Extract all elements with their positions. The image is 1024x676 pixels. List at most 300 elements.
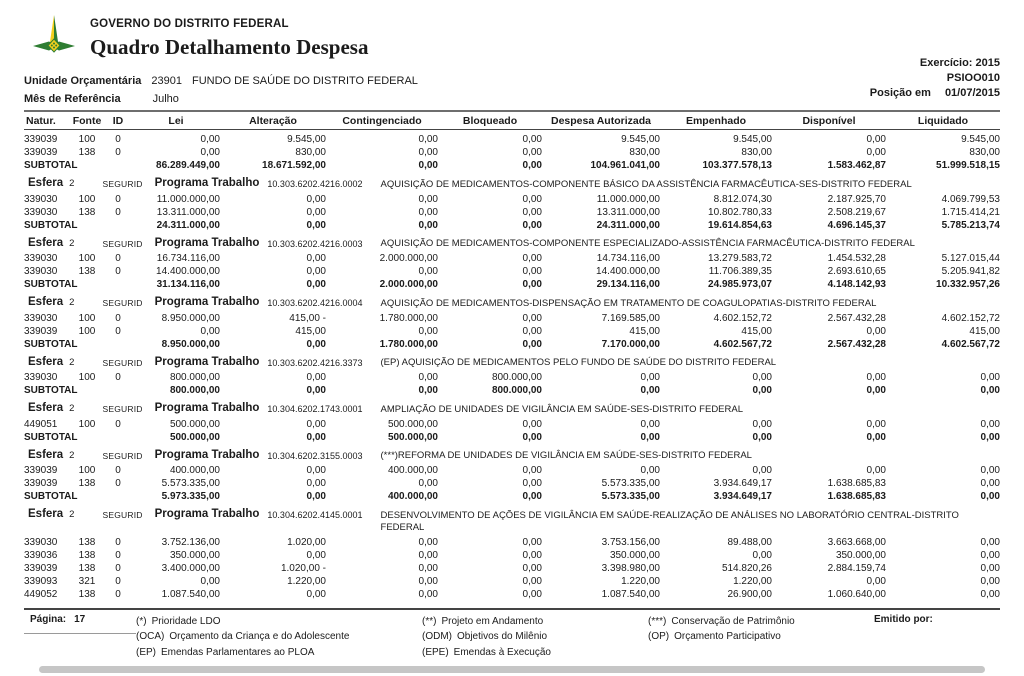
programa-trabalho-label: Programa Trabalho <box>154 355 260 368</box>
cell-bloqueado: 0,00 <box>522 536 542 548</box>
programa-trabalho-code: 10.303.6202.4216.3373 <box>267 357 363 368</box>
cell-natureza: 339030 <box>24 312 58 324</box>
cell-id: 0 <box>115 147 121 158</box>
report-info <box>24 71 664 107</box>
subtotal-despesa-autorizada: 24.311.000,00 <box>596 219 660 231</box>
programa-trabalho-label: Programa Trabalho <box>154 402 260 414</box>
cell-id: 0 <box>115 549 121 561</box>
cell-empenhado: 89.488,00 <box>727 536 772 548</box>
cell-liquidado: 0,00 <box>980 575 1000 587</box>
table-row <box>24 418 1000 431</box>
cell-despesa-autorizada: 3.753.156,00 <box>601 536 660 548</box>
subtotal-disponivel: 0,00 <box>866 385 886 396</box>
legend-item <box>422 629 648 645</box>
cell-id: 0 <box>115 418 121 430</box>
group-header-row <box>24 232 1000 253</box>
esfera-value: 2 <box>69 178 75 189</box>
subtotal-alteracao: 0,00 <box>306 491 326 502</box>
subtotal-row <box>24 219 1000 232</box>
cell-despesa-autorizada: 13.311.000,00 <box>596 206 660 218</box>
cell-empenhado: 0,00 <box>752 465 772 476</box>
cell-liquidado: 4.069.799,53 <box>941 193 1000 205</box>
cell-lei: 8.950.000,00 <box>161 312 220 324</box>
table-row <box>24 193 1000 206</box>
cell-alteracao: 0,00 <box>306 266 326 277</box>
subtotal-contingenciado: 500.000,00 <box>387 431 438 443</box>
unidade-code: 23901 <box>151 75 182 87</box>
cell-disponivel: 2.508.219,67 <box>827 206 886 218</box>
cell-contingenciado: 1.780.000,00 <box>379 312 438 324</box>
pagina-value: 17 <box>74 613 86 625</box>
cell-bloqueado: 0,00 <box>522 253 542 264</box>
cell-natureza: 339039 <box>24 147 58 158</box>
cell-fonte: 321 <box>78 575 96 587</box>
group-header-line <box>24 402 1000 416</box>
cell-alteracao: 415,00 - <box>289 312 326 324</box>
posicao-label: Posição em <box>869 87 931 99</box>
cell-despesa-autorizada: 3.398.980,00 <box>601 562 660 574</box>
mes-value: Julho <box>152 93 179 105</box>
cell-empenhado: 10.802.780,33 <box>708 206 772 218</box>
cell-bloqueado: 0,00 <box>522 478 542 489</box>
group-header-cell <box>24 397 1000 418</box>
cell-fonte: 138 <box>78 478 96 489</box>
subtotal-liquidado: 4.602.567,72 <box>941 338 1000 350</box>
subtotal-contingenciado: 0,00 <box>418 219 438 231</box>
table-row <box>24 265 1000 278</box>
col-header-natur: Natur. <box>24 112 70 130</box>
cell-natureza: 339030 <box>24 536 58 548</box>
horizontal-scrollbar-thumb[interactable] <box>39 666 985 673</box>
subtotal-label: SUBTOTAL <box>24 338 78 350</box>
cell-id: 0 <box>115 575 121 587</box>
programa-descricao: AQUISIÇÃO DE MEDICAMENTOS-DISPENSAÇÃO EM TRATAMENTO DE COAGULOPATIAS-DISTRITO FEDERAL <box>380 297 877 309</box>
cell-empenhado: 0,00 <box>752 418 772 430</box>
cell-contingenciado: 0,00 <box>418 134 438 145</box>
programa-descricao: (***)REFORMA DE UNIDADES DE VIGILÂNCIA EM SAÚDE-SES-DISTRITO FEDERAL <box>380 450 752 461</box>
cell-contingenciado: 0,00 <box>418 549 438 561</box>
esfera-value: 2 <box>69 237 75 249</box>
cell-id: 0 <box>115 134 121 145</box>
subtotal-contingenciado: 0,00 <box>418 160 438 171</box>
cell-alteracao: 0,00 <box>306 418 326 430</box>
legend-text: Prioridade LDO <box>151 615 221 627</box>
cell-natureza: 339039 <box>24 465 58 476</box>
page-title: Quadro Detalhamento Despesa <box>90 35 369 59</box>
programa-trabalho-label: Programa Trabalho <box>154 508 260 520</box>
programa-descricao: AQUISIÇÃO DE MEDICAMENTOS-COMPONENTE ESPECIALIZADO-ASSISTÊNCIA FARMACÊUTICA-DISTRITO FEDERAL <box>380 238 915 249</box>
cell-natureza: 449052 <box>24 588 58 600</box>
cell-lei: 5.573.335,00 <box>161 478 220 489</box>
subtotal-despesa-autorizada: 0,00 <box>640 431 660 443</box>
programa-descricao: DESENVOLVIMENTO DE AÇÕES DE VIGILÂNCIA EM SAÚDE-REALIZAÇÃO DE ANÁLISES NO LABORATÓRIO CENTRAL-DISTRITO FEDERAL <box>380 509 959 533</box>
cell-disponivel: 0,00 <box>866 134 886 145</box>
table-row <box>24 146 1000 159</box>
cell-id: 0 <box>115 478 121 489</box>
group-header-cell <box>24 351 1000 372</box>
cell-alteracao: 0,00 <box>306 478 326 489</box>
page-number <box>24 614 136 634</box>
cell-bloqueado: 0,00 <box>522 147 542 158</box>
cell-contingenciado: 0,00 <box>418 193 438 205</box>
legend-code: (*) <box>136 615 147 627</box>
col-header-liquidado: Liquidado <box>886 112 1000 130</box>
cell-lei: 3.752.136,00 <box>161 536 220 548</box>
budget-table-wrap <box>24 110 1000 608</box>
cell-empenhado: 13.279.583,72 <box>708 253 772 264</box>
cell-lei: 0,00 <box>200 325 220 337</box>
cell-lei: 13.311.000,00 <box>156 206 220 218</box>
legend-code: (EP) <box>136 646 156 658</box>
cell-fonte: 100 <box>78 325 96 337</box>
subtotal-alteracao: 0,00 <box>306 431 326 443</box>
mes-label: Mês de Referência <box>24 93 121 105</box>
col-header-fonte: Fonte <box>70 112 104 130</box>
group-header-row <box>24 172 1000 193</box>
cell-fonte: 138 <box>78 206 96 218</box>
seguridade-tag: SEGURID <box>102 238 143 249</box>
cell-despesa-autorizada: 5.573.335,00 <box>601 478 660 489</box>
subtotal-lei: 86.289.449,00 <box>156 160 220 171</box>
table-row <box>24 464 1000 477</box>
legend-code: (EPE) <box>422 646 449 658</box>
col-header-empenhado: Empenhado <box>660 112 772 130</box>
subtotal-contingenciado: 0,00 <box>418 385 438 396</box>
subtotal-disponivel: 4.696.145,37 <box>827 219 886 231</box>
cell-fonte: 138 <box>78 588 96 600</box>
cell-lei: 0,00 <box>200 134 220 145</box>
esfera-label: Esfera <box>28 448 64 461</box>
col-header-alteracao: Alteração <box>220 112 326 130</box>
cell-natureza: 449051 <box>24 418 58 430</box>
subtotal-empenhado: 4.602.567,72 <box>713 338 772 350</box>
cell-id: 0 <box>115 312 121 324</box>
cell-natureza: 339039 <box>24 478 58 489</box>
subtotal-lei: 500.000,00 <box>169 431 220 443</box>
subtotal-disponivel: 0,00 <box>866 431 886 443</box>
subtotal-lei: 800.000,00 <box>169 385 220 396</box>
cell-empenhado: 11.706.389,35 <box>708 266 772 277</box>
cell-id: 0 <box>115 465 121 476</box>
cell-liquidado: 5.205.941,82 <box>941 266 1000 277</box>
esfera-label: Esfera <box>28 296 64 308</box>
group-header-line <box>24 449 1000 463</box>
programa-descricao: (EP) AQUISIÇÃO DE MEDICAMENTOS PELO FUNDO DE SAÚDE DO DISTRITO FEDERAL <box>380 357 777 368</box>
cell-contingenciado: 0,00 <box>418 266 438 277</box>
cell-despesa-autorizada: 415,00 <box>629 325 660 337</box>
report-footer <box>24 608 1000 661</box>
cell-disponivel: 1.454.532,28 <box>827 253 886 264</box>
cell-despesa-autorizada: 14.734.116,00 <box>596 253 660 264</box>
col-header-bloqueado: Bloqueado <box>438 112 542 130</box>
subtotal-bloqueado: 0,00 <box>522 219 542 231</box>
cell-despesa-autorizada: 350.000,00 <box>609 549 660 561</box>
subtotal-alteracao: 0,00 <box>306 385 326 396</box>
subtotal-bloqueado: 0,00 <box>522 160 542 171</box>
group-header-row <box>24 397 1000 418</box>
cell-disponivel: 0,00 <box>866 325 886 337</box>
table-row <box>24 562 1000 575</box>
esfera-label: Esfera <box>28 402 64 414</box>
cell-disponivel: 2.567.432,28 <box>827 312 886 324</box>
programa-trabalho-code: 10.303.6202.4216.0004 <box>267 298 363 308</box>
subtotal-disponivel: 1.583.462,87 <box>827 160 886 171</box>
cell-alteracao: 1.220,00 <box>287 575 326 587</box>
legend-item <box>422 614 648 630</box>
cell-liquidado: 0,00 <box>980 478 1000 489</box>
cell-alteracao: 0,00 <box>306 465 326 476</box>
cell-contingenciado: 0,00 <box>418 575 438 587</box>
subtotal-liquidado: 0,00 <box>980 385 1000 396</box>
cell-id: 0 <box>115 536 121 548</box>
cell-disponivel: 0,00 <box>866 575 886 587</box>
pagina-label: Página: <box>30 613 67 625</box>
cell-id: 0 <box>115 588 121 600</box>
subtotal-label: SUBTOTAL <box>24 491 78 502</box>
subtotal-bloqueado: 0,00 <box>522 431 542 443</box>
group-header-cell <box>24 291 1000 312</box>
subtotal-alteracao: 0,00 <box>306 219 326 231</box>
seguridade-tag: SEGURID <box>102 179 143 189</box>
cell-lei: 800.000,00 <box>169 372 220 383</box>
cell-lei: 400.000,00 <box>169 465 220 476</box>
cell-fonte: 100 <box>78 193 96 205</box>
legend-code: (OP) <box>648 631 670 642</box>
subtotal-empenhado: 0,00 <box>752 431 772 443</box>
subtotal-despesa-autorizada: 5.573.335,00 <box>601 491 660 502</box>
group-header-row <box>24 503 1000 536</box>
cell-alteracao: 0,00 <box>306 206 326 218</box>
cell-lei: 0,00 <box>200 575 220 587</box>
cell-lei: 350.000,00 <box>169 549 220 561</box>
cell-liquidado: 0,00 <box>980 372 1000 383</box>
report-code: PSIOO010 <box>946 72 1000 84</box>
seguridade-tag: SEGURID <box>102 357 143 368</box>
subtotal-bloqueado: 800.000,00 <box>491 385 542 396</box>
subtotal-empenhado: 3.934.649,17 <box>713 491 772 502</box>
subtotal-empenhado: 0,00 <box>752 385 772 396</box>
esfera-label: Esfera <box>28 177 64 189</box>
cell-bloqueado: 0,00 <box>522 325 542 337</box>
cell-liquidado: 415,00 <box>969 325 1000 337</box>
group-header-line <box>24 237 1000 251</box>
subtotal-empenhado: 24.985.973,07 <box>708 279 772 290</box>
cell-fonte: 100 <box>78 418 96 430</box>
legend-column-2 <box>422 614 648 661</box>
legend-text: Emendas à Execução <box>453 646 551 658</box>
subtotal-lei: 5.973.335,00 <box>161 491 220 502</box>
cell-liquidado: 0,00 <box>980 588 1000 600</box>
budget-table <box>24 112 1000 601</box>
programa-trabalho-label: Programa Trabalho <box>154 236 260 249</box>
legend-text: Orçamento Participativo <box>674 631 781 642</box>
esfera-value: 2 <box>69 403 75 414</box>
cell-disponivel: 2.884.159,74 <box>827 562 886 574</box>
cell-id: 0 <box>115 253 121 264</box>
subtotal-label: SUBTOTAL <box>24 279 78 290</box>
cell-despesa-autorizada: 11.000.000,00 <box>596 193 660 205</box>
cell-fonte: 138 <box>78 266 96 277</box>
cell-disponivel: 0,00 <box>866 465 886 476</box>
programa-trabalho-code: 10.303.6202.4216.0002 <box>267 179 363 189</box>
subtotal-row <box>24 278 1000 291</box>
cell-liquidado: 0,00 <box>980 562 1000 574</box>
cell-contingenciado: 500.000,00 <box>387 418 438 430</box>
cell-bloqueado: 0,00 <box>522 418 542 430</box>
cell-bloqueado: 0,00 <box>522 562 542 574</box>
cell-contingenciado: 0,00 <box>418 562 438 574</box>
table-row <box>24 536 1000 549</box>
group-header-cell <box>24 444 1000 465</box>
org-name: GOVERNO DO DISTRITO FEDERAL <box>90 18 289 30</box>
cell-fonte: 100 <box>78 134 96 145</box>
cell-empenhado: 26.900,00 <box>727 588 772 600</box>
subtotal-label: SUBTOTAL <box>24 219 78 231</box>
cell-contingenciado: 2.000.000,00 <box>379 253 438 264</box>
cell-empenhado: 3.934.649,17 <box>713 478 772 489</box>
cell-liquidado: 0,00 <box>980 465 1000 476</box>
legend-column-1 <box>136 614 422 661</box>
subtotal-liquidado: 0,00 <box>980 431 1000 443</box>
exercicio-value: Exercício: 2015 <box>919 57 1000 69</box>
cell-id: 0 <box>115 325 121 337</box>
cell-contingenciado: 0,00 <box>418 478 438 489</box>
cell-despesa-autorizada: 9.545,00 <box>621 134 660 145</box>
table-row <box>24 252 1000 265</box>
cell-liquidado: 9.545,00 <box>961 134 1000 145</box>
cell-bloqueado: 0,00 <box>522 465 542 476</box>
col-header-lei: Lei <box>132 112 220 130</box>
cell-despesa-autorizada: 7.169.585,00 <box>601 312 660 324</box>
programa-trabalho-label: Programa Trabalho <box>154 448 260 461</box>
cell-alteracao: 9.545,00 <box>287 134 326 145</box>
cell-disponivel: 2.693.610,65 <box>827 266 886 277</box>
subtotal-despesa-autorizada: 29.134.116,00 <box>596 279 660 290</box>
cell-empenhado: 8.812.074,30 <box>713 193 772 205</box>
cell-despesa-autorizada: 0,00 <box>640 418 660 430</box>
legend-code: (***) <box>648 615 667 627</box>
gdf-logo-icon <box>32 14 76 60</box>
cell-bloqueado: 0,00 <box>522 549 542 561</box>
cell-contingenciado: 0,00 <box>418 325 438 337</box>
cell-bloqueado: 0,00 <box>522 588 542 600</box>
cell-alteracao: 0,00 <box>306 549 326 561</box>
cell-alteracao: 830,00 <box>295 147 326 158</box>
table-row <box>24 588 1000 601</box>
legend-column-3 <box>648 614 874 661</box>
subtotal-bloqueado: 0,00 <box>522 338 542 350</box>
cell-empenhado: 1.220,00 <box>733 575 772 587</box>
legend-code: (OCA) <box>136 631 165 642</box>
cell-empenhado: 4.602.152,72 <box>713 312 772 324</box>
cell-alteracao: 1.020,00 - <box>280 562 326 574</box>
cell-disponivel: 0,00 <box>866 372 886 383</box>
programa-trabalho-code: 10.304.6202.3155.0003 <box>267 450 363 461</box>
subtotal-bloqueado: 0,00 <box>522 491 542 502</box>
col-header-despesa-autorizada: Despesa Autorizada <box>542 112 660 130</box>
subtotal-bloqueado: 0,00 <box>522 279 542 290</box>
cell-empenhado: 415,00 <box>741 325 772 337</box>
group-header-line <box>24 296 1000 310</box>
cell-disponivel: 2.187.925,70 <box>827 193 886 205</box>
subtotal-lei: 31.134.116,00 <box>156 279 220 290</box>
cell-despesa-autorizada: 830,00 <box>629 147 660 158</box>
cell-bloqueado: 0,00 <box>522 134 542 145</box>
group-header-line <box>24 356 1000 370</box>
cell-fonte: 138 <box>78 562 96 574</box>
cell-lei: 3.400.000,00 <box>161 562 220 574</box>
cell-id: 0 <box>115 266 121 277</box>
table-row <box>24 477 1000 490</box>
legend-text: Emendas Parlamentares ao PLOA <box>161 646 315 658</box>
legend-item <box>648 614 874 630</box>
table-row <box>24 312 1000 325</box>
cell-despesa-autorizada: 1.087.540,00 <box>601 588 660 600</box>
unidade-name: FUNDO DE SAÚDE DO DISTRITO FEDERAL <box>191 75 418 87</box>
cell-lei: 16.734.116,00 <box>156 253 220 264</box>
cell-despesa-autorizada: 0,00 <box>640 372 660 383</box>
subtotal-row <box>24 431 1000 444</box>
legend-item <box>648 629 874 645</box>
cell-alteracao: 0,00 <box>306 193 326 205</box>
subtotal-contingenciado: 400.000,00 <box>387 491 438 502</box>
subtotal-liquidado: 0,00 <box>980 491 1000 502</box>
subtotal-contingenciado: 2.000.000,00 <box>379 279 438 290</box>
seguridade-tag: SEGURID <box>102 298 143 308</box>
group-header-cell <box>24 232 1000 253</box>
table-header-row <box>24 112 1000 130</box>
cell-id: 0 <box>115 372 121 383</box>
cell-lei: 14.400.000,00 <box>156 266 220 277</box>
cell-bloqueado: 0,00 <box>522 206 542 218</box>
legend-code: (**) <box>422 615 437 627</box>
col-header-contingenciado: Contingenciado <box>326 112 438 130</box>
cell-lei: 1.087.540,00 <box>161 588 220 600</box>
esfera-label: Esfera <box>28 508 64 520</box>
group-header-row <box>24 444 1000 465</box>
cell-liquidado: 1.715.414,21 <box>941 206 1000 218</box>
subtotal-row <box>24 338 1000 351</box>
cell-fonte: 138 <box>78 536 96 548</box>
legend-item <box>136 614 422 630</box>
table-row <box>24 549 1000 562</box>
cell-natureza: 339030 <box>24 206 58 218</box>
esfera-value: 2 <box>69 449 75 461</box>
subtotal-empenhado: 19.614.854,63 <box>708 219 772 231</box>
legend-item <box>136 629 422 645</box>
group-header-line <box>24 508 1000 534</box>
subtotal-label: SUBTOTAL <box>24 431 78 443</box>
cell-empenhado: 9.545,00 <box>733 134 772 145</box>
cell-liquidado: 4.602.152,72 <box>941 312 1000 324</box>
cell-liquidado: 0,00 <box>980 418 1000 430</box>
cell-fonte: 100 <box>78 465 96 476</box>
cell-empenhado: 0,00 <box>752 549 772 561</box>
cell-fonte: 100 <box>78 253 96 264</box>
cell-disponivel: 3.663.668,00 <box>827 536 886 548</box>
cell-natureza: 339030 <box>24 372 58 383</box>
subtotal-despesa-autorizada: 104.961.041,00 <box>590 160 660 171</box>
cell-empenhado: 514.820,26 <box>721 562 772 574</box>
cell-contingenciado: 0,00 <box>418 206 438 218</box>
cell-despesa-autorizada: 1.220,00 <box>621 575 660 587</box>
group-header-row <box>24 351 1000 372</box>
subtotal-despesa-autorizada: 0,00 <box>640 385 660 396</box>
cell-despesa-autorizada: 14.400.000,00 <box>596 266 660 277</box>
cell-bloqueado: 800.000,00 <box>491 372 542 383</box>
cell-natureza: 339030 <box>24 253 58 264</box>
cell-fonte: 138 <box>78 147 96 158</box>
